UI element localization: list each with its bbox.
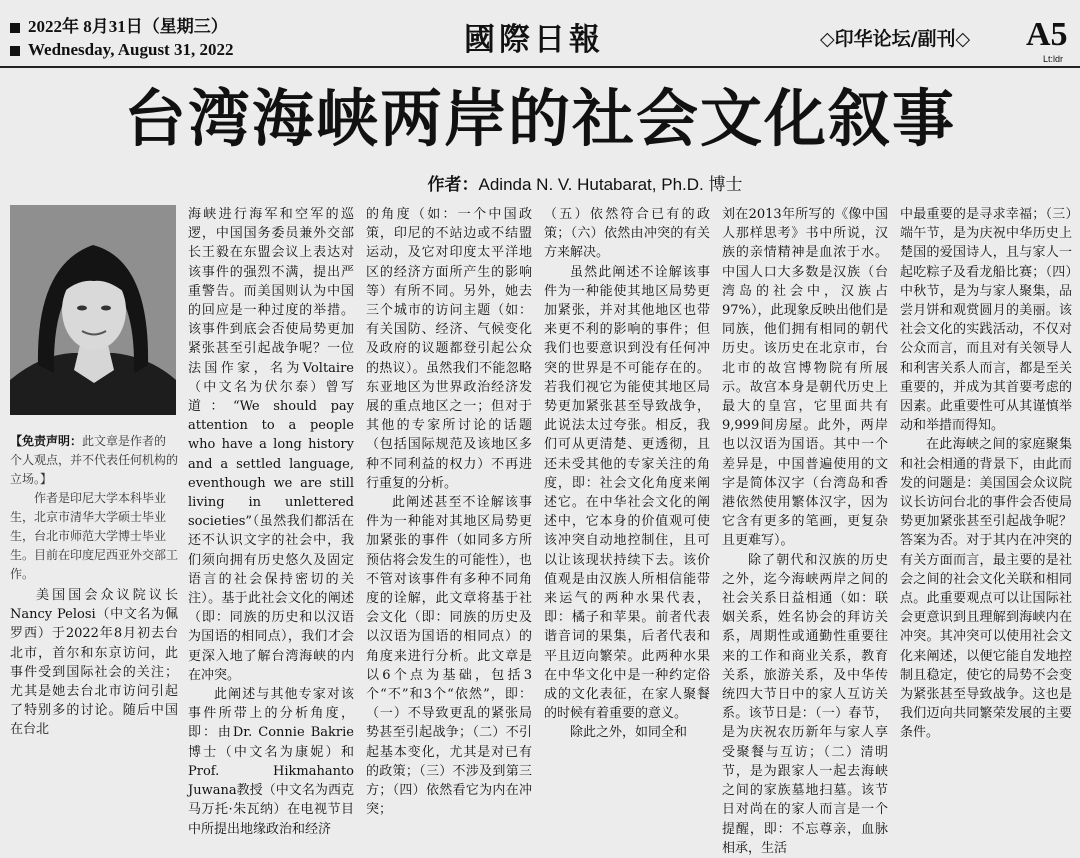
paragraph: 此阐述甚至不诠解该事件为一种能对其地区局势更加紧张的事件（如同多方所预估将会发生的可能性），也不管对该事件有多种不同角度的诠解，此文章将基于社会文化（即：同族的历史及以汉语为国语的相同点）的角度来进行分析。此文章是以6个点为基础，包括3个“不”和3个“依然”，即：（一）不导致更乱的紧张局势甚至引起战争；（二）不引起基本变化，尤其是对已有的政策；（三）不涉及到第三方；（四）依然看它为内在冲突； <box>366 495 532 818</box>
author-photo <box>10 205 176 415</box>
byline-prefix: 作者： <box>427 175 479 195</box>
byline-author: Adinda N. V. Hutabarat, Ph.D. 博士 <box>478 175 743 194</box>
paragraph: 除此之外，如同全和 <box>570 725 688 741</box>
article-column-1 <box>10 586 178 738</box>
paragraph: （五）依然符合已有的政策；（六）依然由冲突的有关方来解决。 <box>544 207 710 261</box>
square-bullet-icon <box>10 23 20 33</box>
paragraph: 虽然此阐述不诠解该事件为一种能使其地区局势更加紧张，并对其他地区也带来更不利的影响的事件；但我们也要意识到没有任何冲突的世界是不可能存在的。若我们视它为能使其地区局势更加紧张甚至导致战争，此说法太过夸张。相反，我们可从更清楚、更透彻，且还未受其他的专家关注的角度，即：社会文化角度来阐述它。在中华社会文化的阐述中，它本身的价值观可使该冲突自动地控制住，且可以让该现状持续下去。该价值观是由汉族人所相信能带来运气的两种水果代表，即：橘子和苹果。前者代表谐音词的果集，后者代表和平且迈向繁荣。此两种水果在中华文化中是一种约定俗成的文化表征，在家人聚餐的时候有着重要的意义。 <box>544 264 710 722</box>
article-column-5 <box>722 205 888 856</box>
article-column-6 <box>900 205 1072 741</box>
paragraph: 海峡进行海军和空军的巡逻，中国国务委员兼外交部长王毅在东盟会议上表达对该事件的强烈不满，提出严重警告。而美国则认为中国的回应是一种过度的举措。该事件到底会否使局势更加紧张甚至引起战争呢？一位法国作家，名为Voltaire（中文名为伏尔泰）曾写道：“We should pay attention to a people who have a long history and a settled language, eventhough we are still living in unlettered societies”（虽然我们都活在还不认识文字的社会中，我们须向拥有历史悠久及固定语言的社会保持密切的关注）。基于此社会文化的阐述（即：同族的历史和以汉语为国语的相同点），我们才会更深入地了解台湾海峡的内在冲突。 <box>188 207 354 683</box>
article-column-3 <box>366 205 532 818</box>
issue-date-chinese <box>10 12 228 37</box>
paragraph: 的角度（如：一个中国政策，印尼的不站边或不结盟运动，及它对印度太平洋地区的经济方面所产生的影响等）有所不同。另外，她去三个城市的访问主题（如：有关国防、经济、气候变化及政府的议题都登引起公众的热议）。虽然我们不能忽略东亚地区为世界政治经济发展的重点地区之一；但对于其他的专家所讨论的话题（包括国际规范及该地区多种不同利益的权力）不再进行重复的分析。 <box>366 207 532 491</box>
page-number: A5 <box>1026 16 1068 53</box>
author-note: 作者是印尼大学本科毕业生，北京市清华大学硕士毕业生，台北市师范大学博士毕业生。目前在印度尼西亚外交部工作。 <box>10 491 179 581</box>
section-label: ◇印华论坛/副刊◇ <box>820 28 971 50</box>
paragraph: 此阐述与其他专家对该事件所带上的分析角度，即：由Dr. Connie Bakrie博士（中文名为康妮）和Prof. Hikmahanto Juwana教授（中文名为西克马万托·朱瓦纳）在电视节目中所提出地缘政治和经济 <box>188 687 354 837</box>
article-column-4 <box>544 205 710 741</box>
newspaper-masthead: 國際日報 <box>464 22 604 58</box>
paragraph: 在此海峡之间的家庭聚集和社会相通的背景下，由此而发的问题是：美国国会众议院议长访问台北的事件会否使局势更加紧张甚至引起战争呢？答案为否。对于其内在冲突的有关方面而言，最主要的是社会之间的社会文化关联和相同点。此重要观点可以让国际社会更意识到且理解到海峡内在冲突。其冲突可以使用社会文化来阐述，以便它能自发地控制且稳定，使它的局势不会变为紧张甚至导致战争。这也是我们迈向共同繁荣发展的主要条件。 <box>900 437 1072 741</box>
paragraph: 刘在2013年所写的《像中国人那样思考》书中所说，汉族的亲情精神是血浓于水。中国人口大多数是汉族（台湾岛的社会中，汉族占97%），此现象反映出他们是同族，他们拥有相同的朝代历史。该历史在北京市，台北市的故宫博物院有所展示。故宫本身是朝代历史上最大的皇宫，它里面共有9,999间房屋。此外，两岸也以汉语为国语。其中一个差异是，中国普遍使用的文字是简体汉字（台湾岛和香港依然使用繁体汉字，因为它含有更多的笔画，更复杂且更难写）。 <box>722 207 888 549</box>
paragraph: 除了朝代和汉族的历史之外，迄今海峡两岸之间的社会关系日益相通（如：联姻关系，姓名协会的拜访关系，周期性或通勤性重要往来的工作和商业关系，教育关系，旅游关系，及中华传统四大节日中的家人互访关系。该节日是：（一）春节，是为庆祝农历新年与家人享受聚餐与互访；（二）清明节，是为跟家人一起去海峡之间的家族墓地扫墓。该节日对尚在的家人而言是一个提醒，即：不忘尊亲，血脉相承，生活 <box>722 552 888 856</box>
page-code: Lt:ldr <box>1043 54 1064 64</box>
header-rule <box>0 66 1080 68</box>
disclaimer <box>10 432 178 489</box>
date-en-text: Wednesday, August 31, 2022 <box>28 40 234 59</box>
disclaimer-text: 此文章是作者的个人观点，并不代表任何机构的立场。】 <box>10 434 179 486</box>
article-byline <box>0 170 1080 195</box>
article-column-2 <box>188 205 354 837</box>
article-headline: 台湾海峡两岸的社会文化叙事 <box>123 82 956 155</box>
paragraph: 美国国会众议院议长Nancy Pelosi（中文名为佩罗西）于2022年8月初去台北市，首尔和东京访问，此事件受到国际社会的关注；尤其是她去台北市访问引起了特别多的讨论。随后中国在台北 <box>10 588 178 738</box>
disclaimer-label: 【免责声明： <box>10 434 83 448</box>
portrait-image-icon <box>10 205 176 415</box>
date-cn-text: 2022年 8月31日（星期三） <box>28 17 228 36</box>
paragraph: 中最重要的是寻求幸福；（三）端午节，是为庆祝中华历史上楚国的爱国诗人，且与家人一起吃粽子及看龙船比赛；（四）中秋节，是为与家人聚集，品尝月饼和观赏圆月的美丽。该社会文化的实践活动，不仅对公众而言，而且对有关领导人和利害关系人而言，都是至关重要的，并成为其首要考虑的因素。此重要性可从其谨慎举动和举措而得知。 <box>900 207 1072 434</box>
issue-date-english <box>10 40 233 60</box>
square-bullet-icon <box>10 46 20 56</box>
